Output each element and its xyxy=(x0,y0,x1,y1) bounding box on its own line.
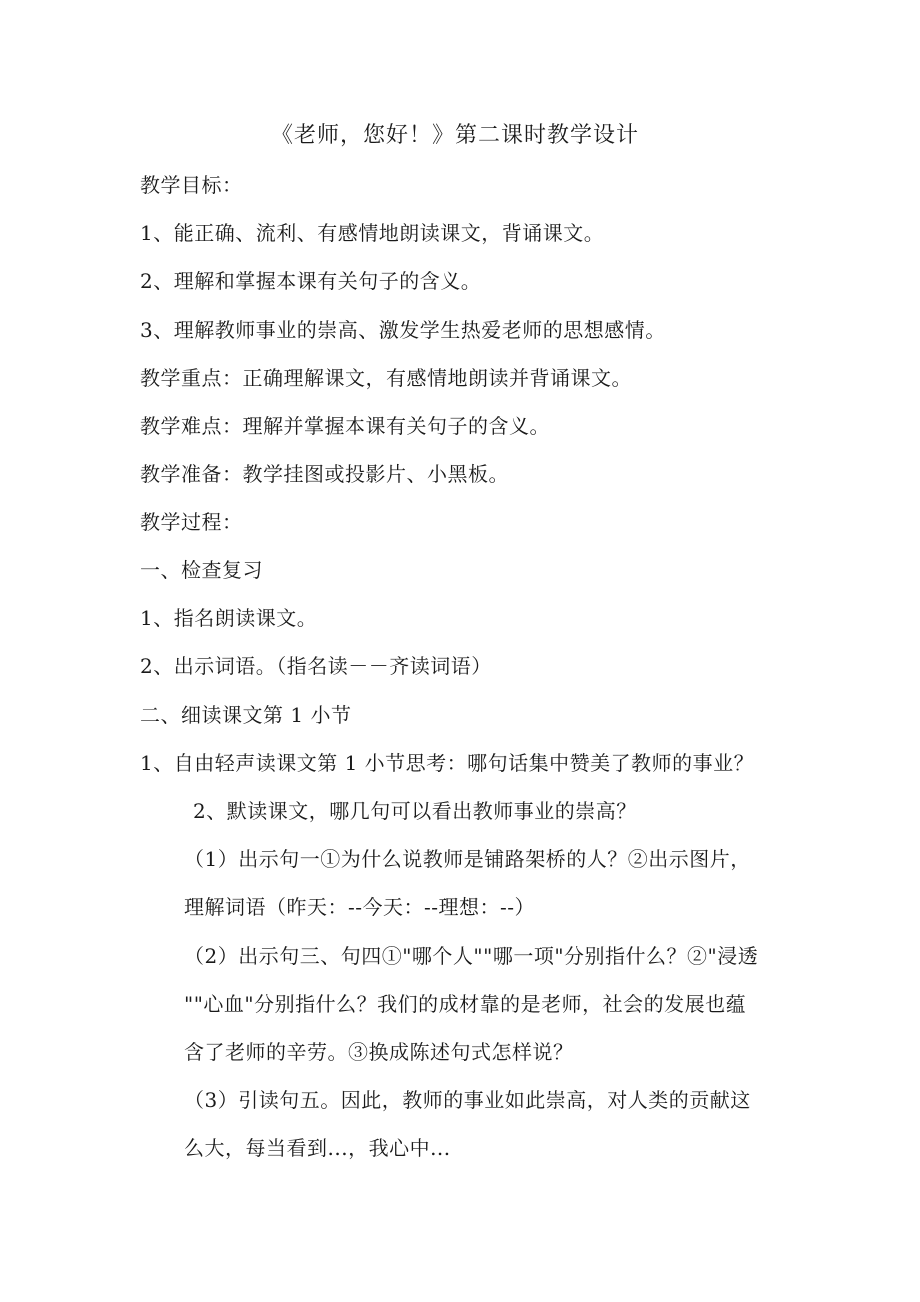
sub-item-text: ""心血"分别指什么？我们的成材靠的是老师，社会的发展也蕴 xyxy=(184,992,747,1016)
sub-item-text: 含了老师的辛劳。③换成陈述句式怎样说？ xyxy=(184,1040,574,1064)
sub-item-text: （3）引读句五。因此，教师的事业如此崇高，对人类的贡献这 xyxy=(184,1088,751,1112)
process-heading: 教学过程： xyxy=(140,510,243,534)
objectives-heading: 教学目标： xyxy=(140,173,243,197)
sub-item-text: 理解词语（昨天：--今天：--理想：--） xyxy=(184,895,536,919)
sub-item-text: 么大，每当看到...，我心中... xyxy=(184,1136,451,1160)
objective-item: 3、理解教师事业的崇高、激发学生热爱老师的思想感情。 xyxy=(140,318,666,342)
key-point: 教学重点：正确理解课文，有感情地朗读并背诵课文。 xyxy=(140,366,632,390)
objective-item: 1、能正确、流利、有感情地朗读课文，背诵课文。 xyxy=(140,221,605,245)
section-item: 2、默读课文，哪几句可以看出教师事业的崇高？ xyxy=(193,799,637,823)
section-heading: 一、检查复习 xyxy=(140,558,263,582)
section-heading: 二、细读课文第 1 小节 xyxy=(140,703,352,727)
section-item: 1、自由轻声读课文第 1 小节思考：哪句话集中赞美了教师的事业？ xyxy=(140,751,755,775)
preparation: 教学准备：教学挂图或投影片、小黑板。 xyxy=(140,462,509,486)
section-item: 1、指名朗读课文。 xyxy=(140,606,318,630)
objective-item: 2、理解和掌握本课有关句子的含义。 xyxy=(140,269,482,293)
difficulty: 教学难点：理解并掌握本课有关句子的含义。 xyxy=(140,414,550,438)
sub-item-text: （1）出示句一①为什么说教师是铺路架桥的人？②出示图片， xyxy=(184,847,751,871)
sub-item-text: （2）出示句三、句四①"哪个人""哪一项"分别指什么？②"浸透 xyxy=(184,944,759,968)
section-item: 2、出示词语。（指名读－－齐读词语） xyxy=(140,654,492,678)
document-title: 《老师，您好！》第二课时教学设计 xyxy=(271,123,640,148)
